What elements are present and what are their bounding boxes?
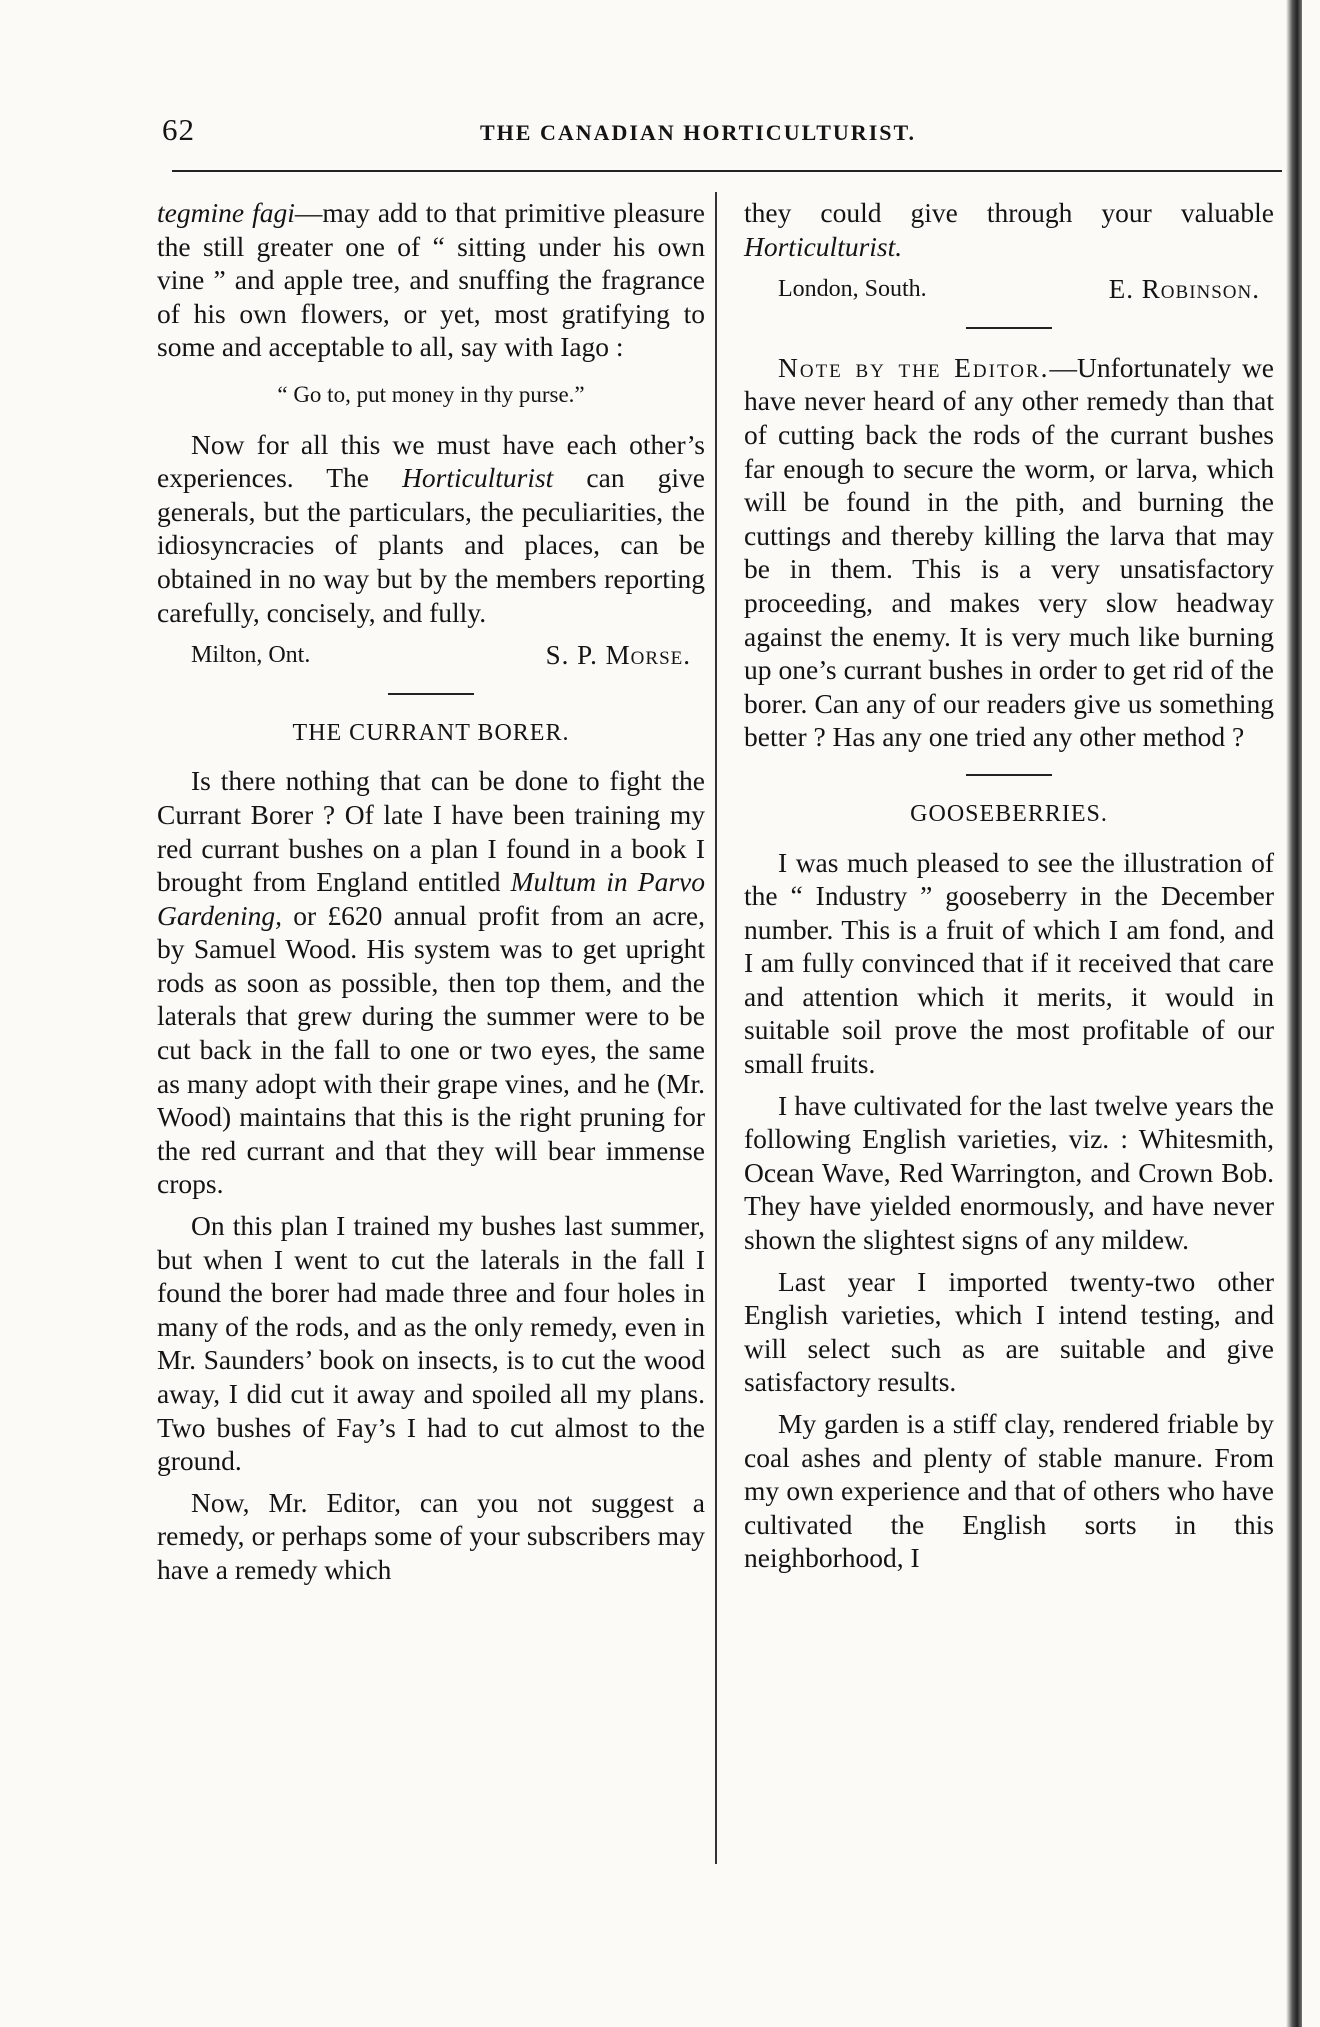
signature [744, 273, 1274, 307]
column-divider [715, 192, 717, 1864]
signature-name: S. P. Morse. [545, 640, 691, 671]
running-title: THE CANADIAN HORTICULTURIST. [480, 120, 917, 145]
paragraph-text: —may add to that primitive pleasure the still greater one of “ sitting under his own vine ” and apple tree, and snuffing the fragrance of his own flowers, or yet, most gratifying to some and acceptable to all, say with Iago : [157, 197, 705, 363]
paragraph: Now, Mr. Editor, can you not suggest a remedy, or perhaps some of your subscribers may have a remedy which [157, 1486, 705, 1585]
section-rule [966, 327, 1052, 329]
paragraph [744, 196, 1274, 263]
italic-text: Horticulturist [402, 462, 554, 494]
section-heading: THE CURRANT BORER. [292, 719, 570, 746]
left-column [157, 196, 705, 1587]
paragraph: I have cultivated for the last twelve years the following English varieties, viz. : Whitesmith, Ocean Wave, Red Warrington, and Crown Bob. They have yielded enormously, and have never shown the slightest signs of any mildew. [744, 1089, 1274, 1256]
section-heading: GOOSEBERRIES. [910, 800, 1108, 827]
editor-note-label: Note by the Editor. [778, 351, 1050, 383]
paragraph-text: Now for all this we must have each other’s experiences. The [157, 428, 705, 494]
paragraph-text: can give generals, but the particulars, the peculiarities, the idiosyncracies of plants and places, can be obtained in no way but by the members reporting carefully, concisely, and fully. [157, 462, 705, 628]
paragraph-text: —Unfortunately we have never heard of any other remedy than that of cutting back the rods of the currant bushes far enough to secure the worm, or larva, which will be found in the pith, and burning the cuttings and thereby killing the larva that may be in them. This is a very unsatisfactory proceeding, and makes very slow headway against the enemy. It is very much like burning up one’s currant bushes in order to get rid of the borer. Can any of our readers give us something better ? Has any one tried any other method ? [744, 351, 1275, 753]
signature-name: E. Robinson. [1108, 274, 1260, 305]
section-rule [388, 693, 474, 695]
paragraph-text: they could give through your valuable [744, 197, 1274, 228]
signature [157, 639, 705, 673]
italic-text: Multum in Parvo Gardening, [157, 866, 705, 931]
page-edge-shadow [1286, 0, 1302, 2027]
paragraph: My garden is a stiff clay, rendered friable by coal ashes and plenty of stable manure. From my own experience and that of others who have cultivated the English sorts in this neighborhood, I [744, 1408, 1274, 1574]
quotation: “ Go to, put money in thy purse.” [277, 381, 585, 407]
paragraph: Last year I imported twenty-two other English varieties, which I intend testing, and will select such as are suitable and give satisfactory results. [744, 1265, 1274, 1398]
page-number: 62 [162, 112, 195, 147]
paragraph-text: Is there nothing that can be done to fight the Currant Borer ? Of late I have been training my red currant bushes on a plan I found in a book I brought from England entitled [157, 765, 705, 898]
italic-text: Horticulturist. [744, 230, 903, 262]
paragraph: I was much pleased to see the illustration of the “ Industry ” gooseberry in the December number. This is a fruit of which I am fond, and I am fully convinced that if it received that care and attention which it merits, it would in suitable soil prove the most profitable of our small fruits. [744, 846, 1274, 1080]
italic-text: tegmine fagi [157, 197, 295, 228]
header-rule [172, 170, 1282, 172]
signature-place: Milton, Ont. [191, 642, 311, 669]
signature-place: London, South. [778, 276, 927, 303]
editor-note [744, 351, 1274, 754]
section-rule [966, 774, 1052, 776]
paragraph: On this plan I trained my bushes last summer, but when I went to cut the laterals in the fall I found the borer had made three and four holes in many of the rods, and as the only remedy, even in Mr. Saunders’ book on insects, is to cut the wood away, I did cut it away and spoiled all my plans. Two bushes of Fay’s I had to cut almost to the ground. [157, 1210, 705, 1477]
paragraph-text: or £620 annual profit from an acre, by Samuel Wood. His system was to get upright rods as soon as possible, then top them, and the laterals that grew during the summer were to be cut back in the fall to one or two eyes, the same as many adopt with their grape vines, and he (Mr. Wood) maintains that this is the right pruning for the red currant and that they will bear immense crops. [157, 899, 705, 1200]
paragraph [157, 196, 705, 364]
paragraph [157, 428, 705, 630]
right-column [744, 196, 1274, 1575]
paragraph [157, 764, 705, 1201]
